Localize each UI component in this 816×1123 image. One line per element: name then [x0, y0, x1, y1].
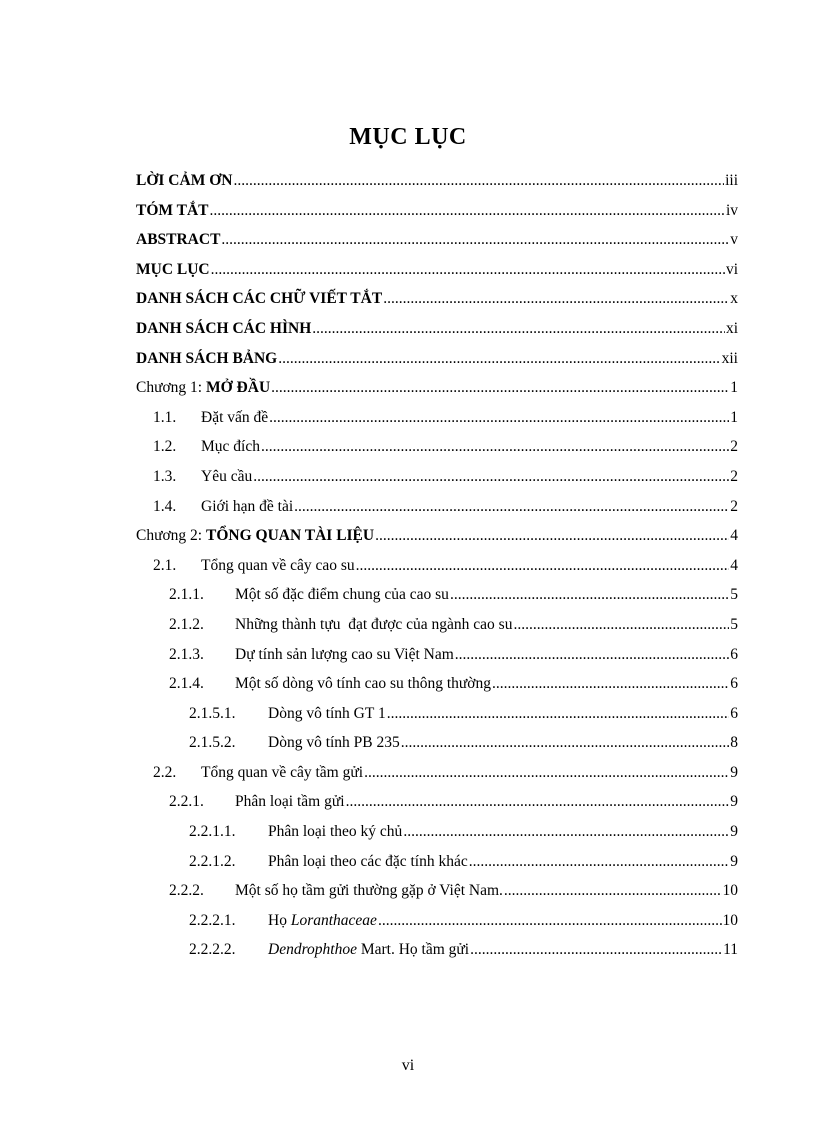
toc-entry-number: 2.1.1.	[169, 586, 204, 604]
toc-entry-title	[136, 527, 374, 545]
toc-entry-page: 5	[730, 615, 738, 633]
toc-entry-2-1-3[interactable]	[136, 646, 738, 676]
toc-leader-dots	[504, 882, 722, 900]
toc-leader-dots	[356, 557, 730, 575]
toc-entry-1-2[interactable]	[136, 438, 738, 468]
toc-entry-figures[interactable]	[136, 320, 738, 350]
toc-entry-page: 2	[730, 467, 738, 485]
toc-entry-2-2-2[interactable]	[136, 882, 738, 912]
toc-entry-page: 9	[730, 852, 738, 870]
toc-entry-2-1-4[interactable]	[136, 675, 738, 705]
toc-leader-dots	[469, 853, 730, 871]
toc-leader-dots	[470, 941, 722, 959]
toc-entry-1-1[interactable]	[136, 409, 738, 439]
chapter-title: MỞ ĐẦU	[206, 379, 271, 397]
toc-entry-page: 6	[730, 645, 738, 663]
toc-entry-title: Dự tính sản lượng cao su Việt Nam	[235, 645, 454, 663]
toc-entry-loi-cam-on[interactable]	[136, 172, 738, 202]
toc-leader-dots	[401, 734, 729, 752]
toc-entry-page: vi	[725, 260, 738, 278]
toc-entry-number: 1.2.	[153, 438, 177, 456]
toc-entry-2-2-1-2[interactable]	[136, 853, 738, 883]
toc-entry-tables[interactable]	[136, 350, 738, 380]
title-suffix: Mart. Họ tầm gửi	[356, 941, 470, 959]
toc-entry-page: 6	[730, 675, 738, 693]
toc-entry-page: 2	[730, 497, 738, 515]
toc-entry-page: xi	[725, 319, 738, 337]
toc-entry-2-2-1-1[interactable]	[136, 823, 738, 853]
toc-leader-dots	[383, 290, 729, 308]
toc-entry-page: 1	[730, 379, 738, 397]
toc-entry-2-2-1[interactable]	[136, 793, 738, 823]
toc-entry-title: MỤC LỤC	[136, 260, 210, 278]
toc-leader-dots	[450, 586, 729, 604]
toc-entry-number: 2.2.	[153, 763, 177, 781]
toc-entry-number: 2.1.2.	[169, 615, 204, 633]
toc-entry-page: 8	[730, 734, 738, 752]
toc-entry-page: 1	[730, 408, 738, 426]
toc-entry-number: 2.2.1.1.	[189, 823, 236, 841]
toc-entry-title: LỜI CẢM ƠN	[136, 172, 233, 189]
toc-entry-title	[268, 941, 469, 959]
toc-leader-dots	[278, 350, 720, 368]
toc-entry-page: 9	[730, 793, 738, 811]
toc-entry-title	[136, 379, 270, 397]
toc-entry-tom-tat[interactable]	[136, 202, 738, 232]
page-number: vi	[401, 1057, 415, 1074]
toc-entry-number: 1.3.	[153, 467, 177, 485]
toc-entry-chapter-2[interactable]	[136, 527, 738, 557]
toc-leader-dots	[253, 468, 729, 486]
toc-entry-number: 2.1.5.1.	[189, 704, 236, 722]
toc-entry-number: 2.2.1.2.	[189, 852, 236, 870]
toc-entry-abbreviations[interactable]	[136, 290, 738, 320]
toc-entry-page: 10	[722, 882, 738, 900]
toc-entry-title: DANH SÁCH CÁC CHỮ VIẾT TẮT	[136, 290, 383, 308]
toc-entry-number: 2.1.3.	[169, 645, 204, 663]
toc-entry-title: Dòng vô tính GT 1	[268, 704, 386, 722]
toc-entry-2-2[interactable]	[136, 764, 738, 794]
toc-entry-2-1[interactable]	[136, 557, 738, 587]
toc-leader-dots	[513, 616, 729, 634]
toc-entry-number: 2.1.	[153, 556, 177, 574]
toc-entry-number: 2.2.2.2.	[189, 941, 236, 959]
toc-entry-page: iv	[725, 201, 738, 219]
chapter-prefix: Chương 1:	[136, 379, 206, 397]
toc-entry-page: iii	[725, 172, 738, 189]
toc-leader-dots	[221, 231, 729, 249]
toc-entry-2-2-2-1[interactable]	[136, 912, 738, 942]
toc-entry-title: Yêu cầu	[201, 467, 253, 485]
toc-entry-1-3[interactable]	[136, 468, 738, 498]
toc-entry-title: Phân loại theo các đặc tính khác	[268, 852, 468, 870]
toc-entry-1-4[interactable]	[136, 498, 738, 528]
toc-entry-title: Một số họ tầm gửi thường gặp ở Việt Nam.	[235, 882, 503, 900]
toc-leader-dots	[346, 793, 730, 811]
toc-leader-dots	[364, 764, 729, 782]
toc-entry-page: 9	[730, 823, 738, 841]
toc-leader-dots	[403, 823, 729, 841]
toc-leader-dots	[375, 527, 729, 545]
toc-entry-page: 4	[730, 527, 738, 545]
toc-entry-number: 1.1.	[153, 408, 177, 426]
toc-entry-page: 11	[723, 941, 738, 959]
toc-entry-number: 1.4.	[153, 497, 177, 515]
toc-entry-title: Phân loại theo ký chủ	[268, 823, 403, 841]
toc-entry-chapter-1[interactable]	[136, 379, 738, 409]
toc-entry-page: 10	[722, 911, 738, 929]
toc-entry-title: Một số đặc điểm chung của cao su	[235, 586, 449, 604]
toc-leader-dots	[312, 320, 725, 338]
taxon-name: Dendrophthoe	[268, 941, 357, 959]
toc-entry-title: ABSTRACT	[136, 231, 221, 249]
toc-leader-dots	[269, 409, 729, 427]
toc-entry-title: DANH SÁCH CÁC HÌNH	[136, 319, 312, 337]
toc-entry-page: x	[730, 290, 738, 308]
toc-leader-dots	[455, 646, 729, 664]
toc-entry-page: 6	[730, 704, 738, 722]
toc-entry-page: 4	[730, 556, 738, 574]
toc-entry-title: TÓM TẮT	[136, 201, 209, 219]
page-title: MỤC LỤC	[349, 124, 467, 150]
toc-entry-number: 2.1.4.	[169, 675, 204, 693]
toc-entry-title: Những thành tựu đạt được của ngành cao su	[235, 615, 513, 633]
toc-entry-2-1-5-1[interactable]	[136, 705, 738, 735]
toc-entry-title: Phân loại tầm gửi	[235, 793, 345, 811]
toc-entry-page: 2	[730, 438, 738, 456]
toc-entry-title: Đặt vấn đề	[201, 408, 269, 426]
toc-leader-dots	[378, 912, 722, 930]
toc-entry-abstract[interactable]	[136, 231, 738, 261]
toc-entry-number: 2.2.2.1.	[189, 911, 236, 929]
toc-entry-2-1-5-2[interactable]	[136, 734, 738, 764]
toc-leader-dots	[271, 379, 729, 397]
toc-leader-dots	[211, 261, 725, 279]
toc-entry-number: 2.2.1.	[169, 793, 204, 811]
toc-entry-title: Một số dòng vô tính cao su thông thường	[235, 675, 491, 693]
toc-leader-dots	[387, 705, 730, 723]
chapter-title: TỔNG QUAN TÀI LIỆU	[206, 527, 375, 545]
toc-entry-page: xii	[721, 349, 738, 367]
toc-entry-page: 5	[730, 586, 738, 604]
toc-leader-dots	[210, 202, 725, 220]
toc-entry-title: Mục đích	[201, 438, 260, 456]
toc-entry-2-1-1[interactable]	[136, 586, 738, 616]
toc-entry-number: 2.1.5.2.	[189, 734, 236, 752]
toc-entry-2-2-2-2[interactable]	[136, 941, 738, 971]
toc-leader-dots	[294, 498, 729, 516]
toc-entry-muc-luc[interactable]	[136, 261, 738, 291]
toc-entry-title: Tổng quan về cây cao su	[201, 556, 355, 574]
title-prefix: Họ	[268, 911, 291, 929]
toc-entry-title: DANH SÁCH BẢNG	[136, 349, 278, 367]
toc-leader-dots	[261, 438, 729, 456]
toc-entry-number: 2.2.2.	[169, 882, 204, 900]
table-of-contents	[136, 172, 738, 971]
toc-entry-title: Tổng quan về cây tầm gửi	[201, 763, 364, 781]
toc-entry-title: Giới hạn đề tài	[201, 497, 294, 515]
toc-entry-2-1-2[interactable]	[136, 616, 738, 646]
toc-leader-dots	[233, 172, 724, 190]
chapter-prefix: Chương 2:	[136, 527, 206, 545]
taxon-name: Loranthaceae	[290, 911, 377, 929]
toc-entry-title	[268, 912, 377, 930]
toc-entry-page: v	[730, 231, 738, 249]
toc-entry-title: Dòng vô tính PB 235	[268, 734, 400, 752]
toc-entry-page: 9	[730, 763, 738, 781]
toc-leader-dots	[492, 675, 729, 693]
